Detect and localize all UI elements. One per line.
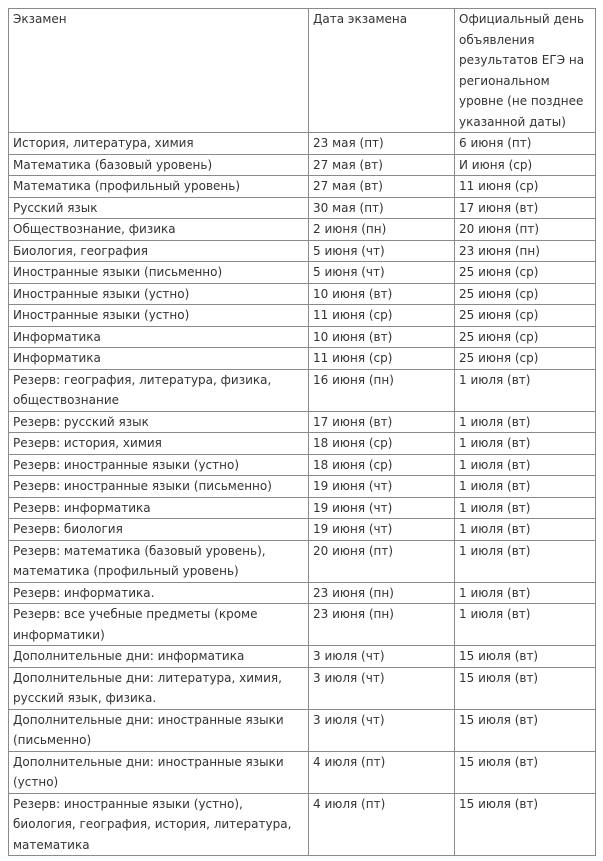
cell-results-date: И июня (ср) [455,154,596,176]
cell-exam-date: 16 июня (пн) [309,369,455,411]
cell-exam: Иностранные языки (устно) [9,305,309,327]
cell-results-date: 25 июня (ср) [455,326,596,348]
table-row [9,348,596,370]
cell-results-date: 25 июня (ср) [455,348,596,370]
cell-exam: Резерв: информатика. [9,582,309,604]
table-row [9,582,596,604]
cell-exam-date: 27 мая (вт) [309,176,455,198]
cell-exam-date: 23 мая (пт) [309,133,455,155]
cell-results-date: 1 июля (вт) [455,476,596,498]
cell-results-date: 11 июня (ср) [455,176,596,198]
cell-results-date: 1 июля (вт) [455,604,596,646]
cell-exam: Резерв: иностранные языки (устно), биология, география, история, литература, математика [9,793,309,856]
table-row [9,262,596,284]
cell-exam: Дополнительные дни: информатика [9,646,309,668]
cell-exam-date: 18 июня (ср) [309,433,455,455]
cell-exam: Резерв: история, химия [9,433,309,455]
cell-exam-date: 5 июня (чт) [309,262,455,284]
table-row [9,497,596,519]
cell-exam: Дополнительные дни: литература, химия, русский язык, физика. [9,667,309,709]
cell-exam-date: 11 июня (ср) [309,348,455,370]
cell-exam: Резерв: иностранные языки (письменно) [9,476,309,498]
header-results-date: Официальный день объявления результатов ЕГЭ на региональном уровне (не позднее указанной даты) [455,9,596,133]
cell-exam: Обществознание, физика [9,219,309,241]
table-row [9,154,596,176]
header-exam: Экзамен [9,9,309,133]
table-header-row [9,9,596,133]
cell-exam: Иностранные языки (письменно) [9,262,309,284]
header-exam-date: Дата экзамена [309,9,455,133]
cell-exam-date: 10 июня (вт) [309,283,455,305]
cell-results-date: 1 июля (вт) [455,582,596,604]
table-row [9,133,596,155]
cell-exam: Дополнительные дни: иностранные языки (письменно) [9,709,309,751]
table-row [9,667,596,709]
table-row [9,604,596,646]
exam-schedule-table [8,8,596,856]
cell-exam-date: 19 июня (чт) [309,519,455,541]
cell-exam: Русский язык [9,197,309,219]
table-row [9,433,596,455]
cell-results-date: 25 июня (ср) [455,283,596,305]
cell-exam-date: 23 июня (пн) [309,582,455,604]
cell-results-date: 25 июня (ср) [455,305,596,327]
cell-exam-date: 30 мая (пт) [309,197,455,219]
cell-exam-date: 18 июня (ср) [309,454,455,476]
cell-exam-date: 3 июля (чт) [309,709,455,751]
cell-exam-date: 20 июня (пт) [309,540,455,582]
cell-results-date: 1 июля (вт) [455,519,596,541]
cell-results-date: 15 июля (вт) [455,667,596,709]
table-row [9,283,596,305]
table-row [9,793,596,856]
table-row [9,709,596,751]
cell-results-date: 15 июля (вт) [455,709,596,751]
cell-exam-date: 19 июня (чт) [309,497,455,519]
cell-exam-date: 17 июня (вт) [309,411,455,433]
cell-exam-date: 5 июня (чт) [309,240,455,262]
cell-exam: Резерв: биология [9,519,309,541]
cell-exam-date: 3 июля (чт) [309,646,455,668]
table-row [9,305,596,327]
table-row [9,326,596,348]
table-row [9,540,596,582]
table-row [9,411,596,433]
cell-exam-date: 23 июня (пн) [309,604,455,646]
cell-exam: Резерв: математика (базовый уровень), математика (профильный уровень) [9,540,309,582]
cell-exam: Резерв: русский язык [9,411,309,433]
cell-results-date: 1 июля (вт) [455,369,596,411]
cell-results-date: 1 июля (вт) [455,454,596,476]
cell-results-date: 15 июля (вт) [455,793,596,856]
cell-exam-date: 4 июля (пт) [309,751,455,793]
cell-results-date: 20 июня (пт) [455,219,596,241]
cell-results-date: 1 июля (вт) [455,540,596,582]
cell-results-date: 6 июня (пт) [455,133,596,155]
cell-exam: Резерв: иностранные языки (устно) [9,454,309,476]
cell-results-date: 17 июня (вт) [455,197,596,219]
cell-exam: Биология, география [9,240,309,262]
cell-exam-date: 19 июня (чт) [309,476,455,498]
cell-exam-date: 27 мая (вт) [309,154,455,176]
cell-exam-date: 3 июля (чт) [309,667,455,709]
cell-exam: Резерв: информатика [9,497,309,519]
table-row [9,751,596,793]
cell-exam: Математика (профильный уровень) [9,176,309,198]
table-row [9,369,596,411]
cell-exam: История, литература, химия [9,133,309,155]
cell-exam: Информатика [9,326,309,348]
cell-exam: Резерв: все учебные предметы (кроме информатики) [9,604,309,646]
table-row [9,176,596,198]
table-row [9,197,596,219]
cell-exam-date: 2 июня (пн) [309,219,455,241]
cell-results-date: 23 июня (пн) [455,240,596,262]
cell-exam: Информатика [9,348,309,370]
cell-results-date: 15 июля (вт) [455,751,596,793]
cell-results-date: 1 июля (вт) [455,497,596,519]
cell-exam: Дополнительные дни: иностранные языки (устно) [9,751,309,793]
table-row [9,476,596,498]
cell-results-date: 1 июля (вт) [455,411,596,433]
cell-results-date: 15 июля (вт) [455,646,596,668]
table-row [9,519,596,541]
table-row [9,454,596,476]
cell-results-date: 1 июля (вт) [455,433,596,455]
table-row [9,646,596,668]
table-row [9,219,596,241]
cell-exam: Резерв: география, литература, физика, обществознание [9,369,309,411]
cell-exam-date: 11 июня (ср) [309,305,455,327]
cell-exam: Математика (базовый уровень) [9,154,309,176]
cell-exam-date: 10 июня (вт) [309,326,455,348]
cell-results-date: 25 июня (ср) [455,262,596,284]
table-row [9,240,596,262]
cell-exam-date: 4 июля (пт) [309,793,455,856]
cell-exam: Иностранные языки (устно) [9,283,309,305]
